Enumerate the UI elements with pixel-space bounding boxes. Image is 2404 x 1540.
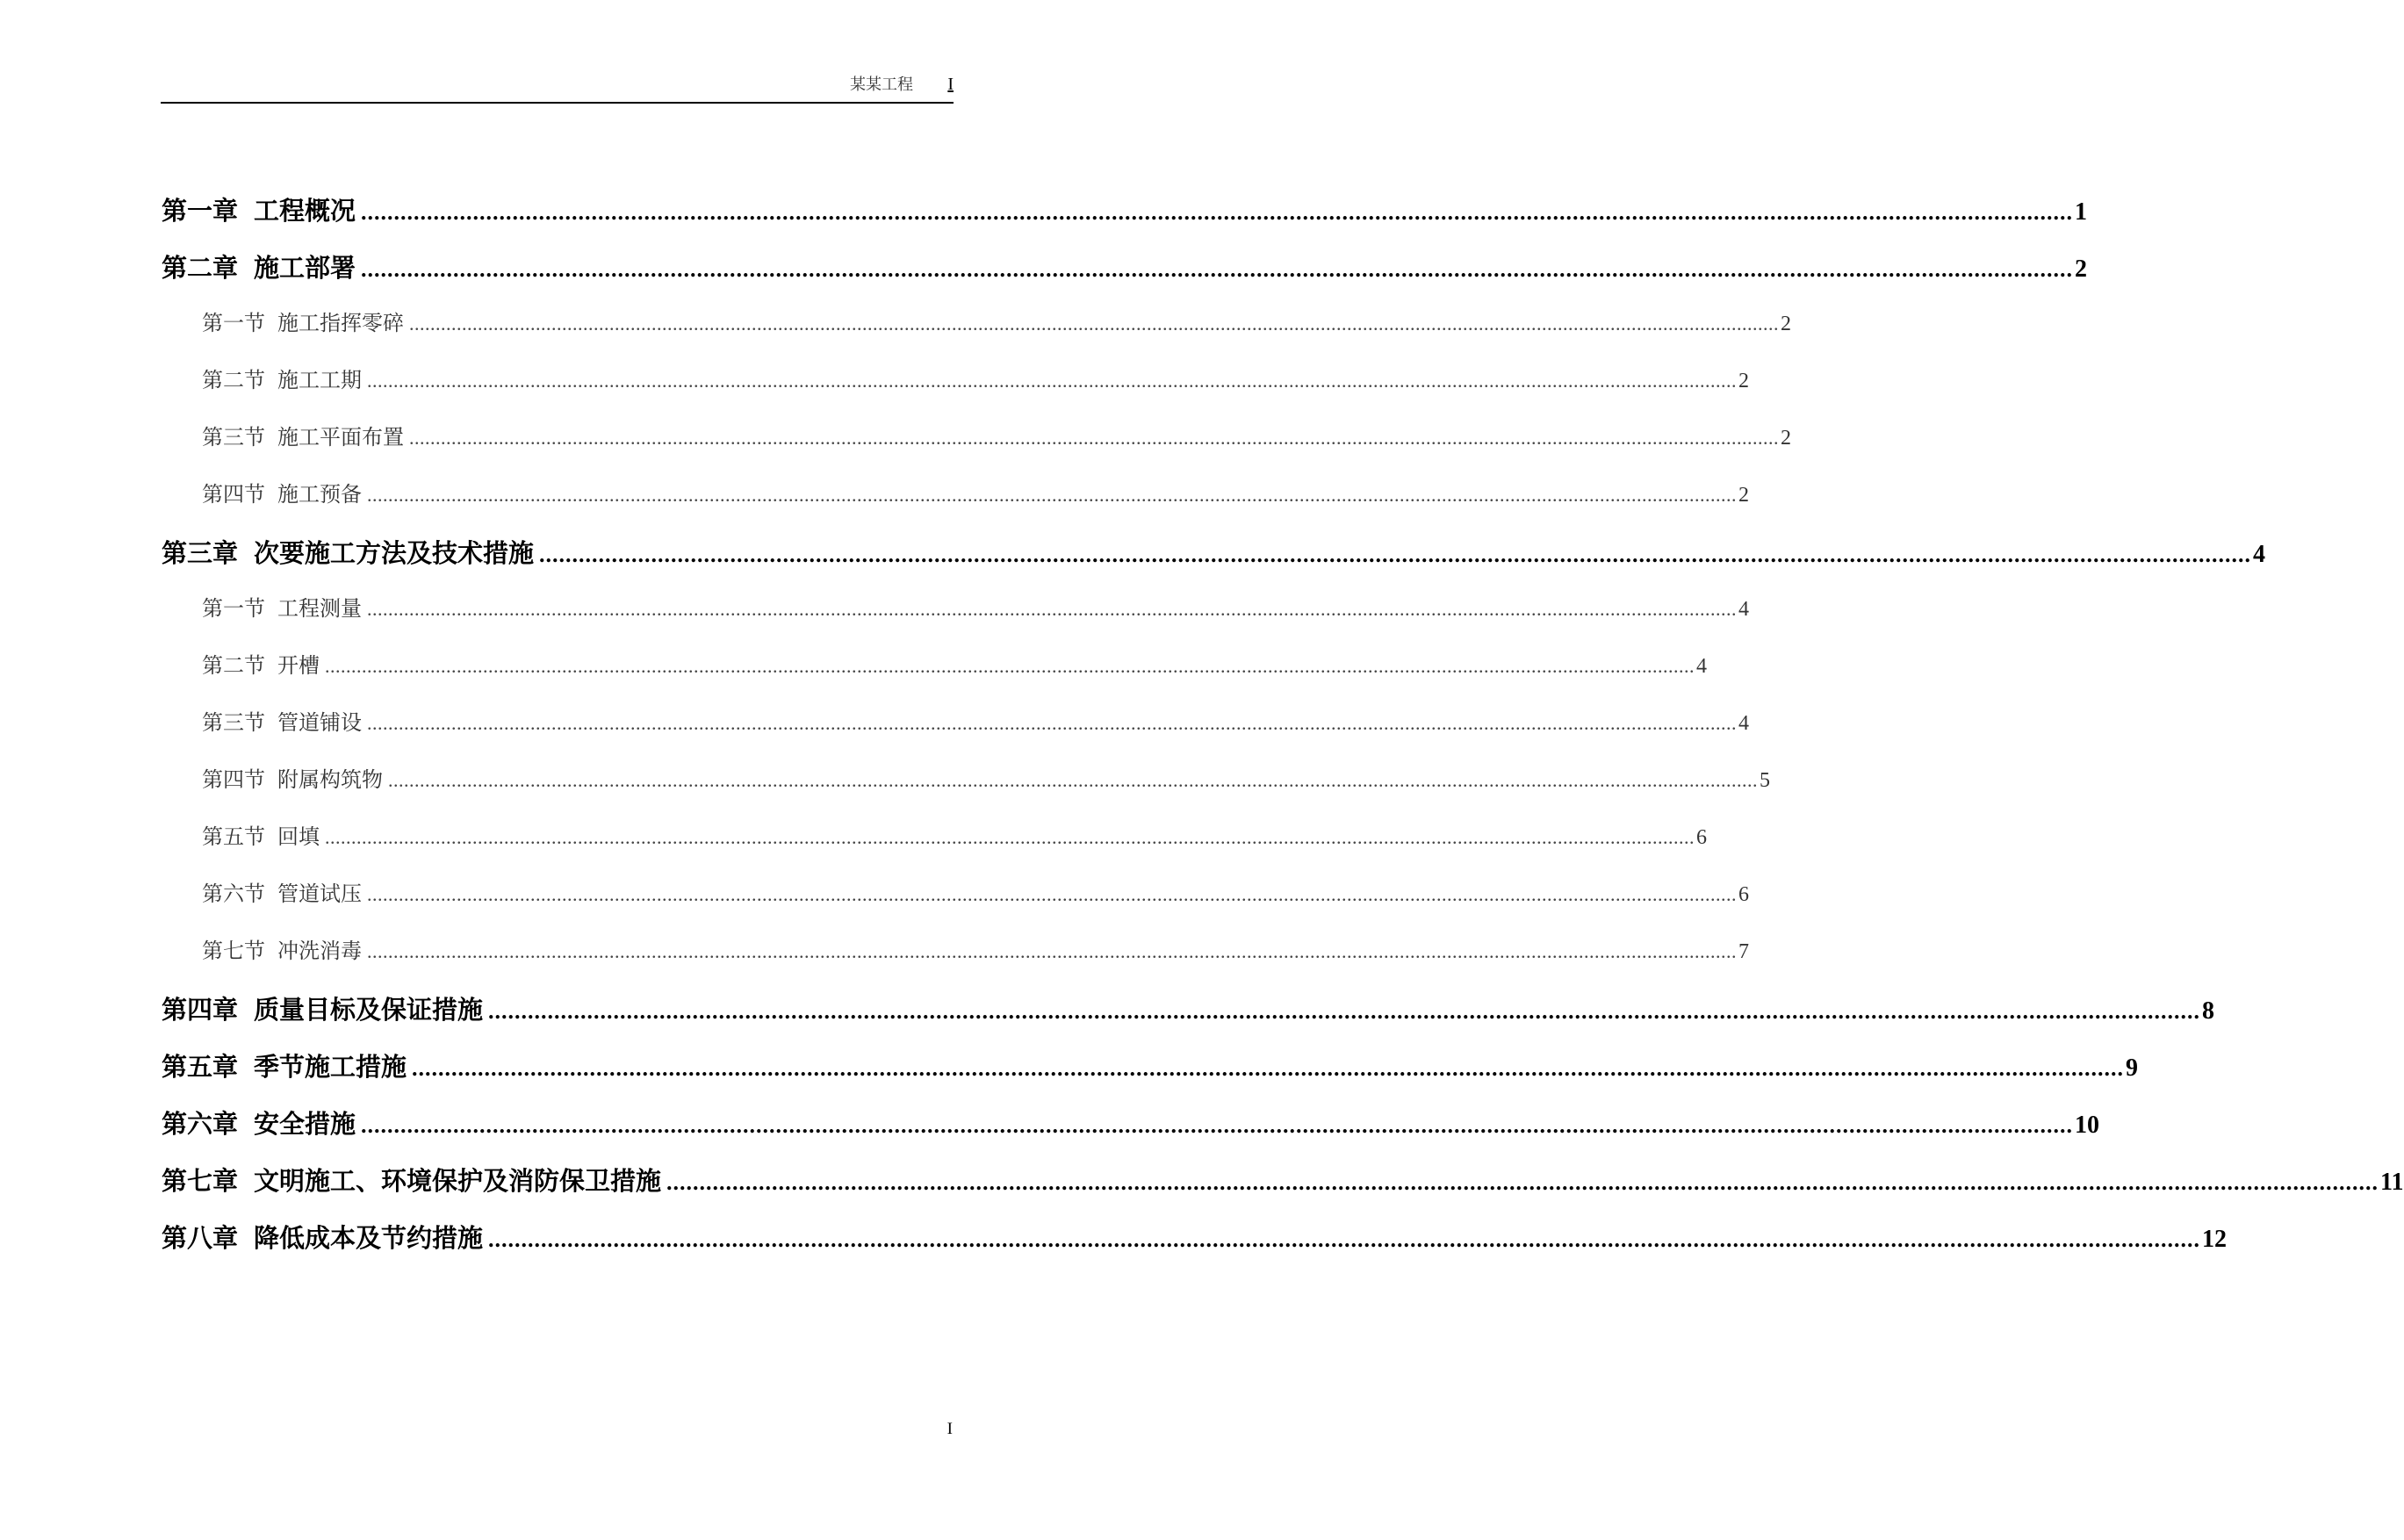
toc-entry-number: 第二章 [162, 253, 239, 283]
toc-entry-page-number: 6 [1696, 826, 1707, 849]
toc-entry-page-number: 2 [1738, 484, 1749, 507]
toc-section-entry[interactable] [162, 648, 1707, 705]
toc-entry-label [202, 933, 362, 964]
toc-entry-number: 第七章 [162, 1166, 239, 1196]
toc-entry-label [202, 306, 404, 336]
toc-section-entry[interactable] [162, 933, 1749, 990]
toc-entry-number: 第四节 [202, 482, 265, 507]
toc-entry-page-number: 2 [1738, 370, 1749, 392]
toc-chapter-entry[interactable] [162, 1105, 2100, 1162]
toc-entry-page-number: 4 [1738, 712, 1749, 735]
toc-entry-page-number: 5 [1760, 769, 1770, 792]
header-page-number: I [947, 75, 954, 94]
toc-entry-title: 文明施工、环境保护及消防保卫措施 [254, 1166, 662, 1196]
toc-entry-label [202, 705, 362, 736]
toc-section-entry[interactable] [162, 420, 1791, 477]
toc-entry-label [202, 876, 362, 907]
toc-dot-leader: .................................................................................................................................................................................................................................................................... [367, 883, 1737, 905]
toc-dot-leader: .................................................................................................................................................................................................................................................................... [367, 712, 1737, 734]
toc-dot-leader: .................................................................................................................................................................................................................................................................... [361, 256, 2074, 282]
toc-entry-page-number: 7 [1738, 940, 1749, 963]
toc-dot-leader: .................................................................................................................................................................................................................................................................... [367, 484, 1737, 506]
toc-entry-page-number: 6 [1738, 883, 1749, 906]
toc-dot-leader: .................................................................................................................................................................................................................................................................... [367, 940, 1737, 962]
toc-dot-leader: .................................................................................................................................................................................................................................................................... [488, 998, 2201, 1024]
toc-entry-label [202, 648, 320, 679]
toc-dot-leader: .................................................................................................................................................................................................................................................................... [488, 1227, 2201, 1252]
table-of-contents [162, 191, 2404, 1276]
header-title: 某某工程 [850, 76, 913, 94]
toc-entry-label [202, 420, 404, 450]
toc-entry-number: 第二节 [202, 368, 265, 392]
toc-entry-page-number: 10 [2075, 1112, 2100, 1139]
toc-dot-leader: .................................................................................................................................................................................................................................................................... [325, 826, 1695, 848]
toc-entry-page-number: 2 [1781, 427, 1791, 450]
toc-entry-title: 工程测量 [277, 596, 362, 621]
toc-entry-label [162, 1105, 356, 1141]
toc-chapter-entry[interactable] [162, 534, 2266, 591]
toc-entry-label [162, 1219, 483, 1255]
toc-dot-leader: .................................................................................................................................................................................................................................................................... [361, 199, 2074, 225]
toc-entry-title: 管道试压 [277, 882, 362, 906]
toc-entry-title: 质量目标及保证措施 [254, 995, 484, 1025]
toc-dot-leader: .................................................................................................................................................................................................................................................................... [388, 769, 1758, 791]
toc-entry-page-number: 9 [2126, 1054, 2139, 1082]
toc-entry-label [202, 363, 362, 393]
toc-section-entry[interactable] [162, 819, 1707, 876]
toc-dot-leader: .................................................................................................................................................................................................................................................................... [361, 1112, 2074, 1138]
toc-entry-title: 施工工期 [277, 368, 362, 392]
toc-section-entry[interactable] [162, 306, 1791, 363]
toc-dot-leader: .................................................................................................................................................................................................................................................................... [539, 542, 2252, 567]
toc-chapter-entry[interactable] [162, 1162, 2404, 1219]
toc-entry-label [202, 591, 362, 622]
toc-section-entry[interactable] [162, 591, 1749, 648]
toc-entry-title: 降低成本及节约措施 [254, 1223, 484, 1253]
toc-entry-label [162, 534, 534, 570]
toc-entry-title: 季节施工措施 [254, 1052, 407, 1082]
toc-entry-number: 第四章 [162, 995, 239, 1025]
toc-entry-number: 第三节 [202, 425, 265, 450]
toc-section-entry[interactable] [162, 876, 1749, 933]
toc-entry-title: 回填 [277, 824, 320, 849]
toc-dot-leader: .................................................................................................................................................................................................................................................................... [409, 427, 1779, 449]
toc-entry-number: 第一章 [162, 196, 239, 226]
toc-entry-number: 第五章 [162, 1052, 239, 1082]
toc-entry-page-number: 12 [2202, 1226, 2228, 1253]
toc-entry-page-number: 4 [1738, 598, 1749, 621]
toc-section-entry[interactable] [162, 363, 1749, 420]
toc-entry-title: 安全措施 [254, 1109, 356, 1139]
toc-chapter-entry[interactable] [162, 191, 2088, 248]
toc-entry-title: 冲洗消毒 [277, 939, 362, 963]
toc-entry-number: 第五节 [202, 824, 265, 849]
toc-section-entry[interactable] [162, 477, 1749, 534]
toc-entry-title: 施工平面布置 [277, 425, 404, 450]
toc-entry-title: 次要施工方法及技术措施 [254, 538, 535, 568]
toc-chapter-entry[interactable] [162, 1047, 2139, 1105]
toc-entry-title: 开槽 [277, 653, 320, 678]
toc-dot-leader: .................................................................................................................................................................................................................................................................... [367, 598, 1737, 620]
toc-entry-page-number: 4 [1696, 655, 1707, 678]
toc-entry-label [162, 1162, 661, 1198]
toc-entry-page-number: 11 [2380, 1169, 2404, 1196]
toc-entry-title: 工程概况 [254, 196, 356, 226]
toc-dot-leader: .................................................................................................................................................................................................................................................................... [412, 1055, 2125, 1081]
toc-entry-label [162, 1047, 407, 1083]
toc-dot-leader: .................................................................................................................................................................................................................................................................... [666, 1169, 2379, 1195]
toc-entry-number: 第六节 [202, 882, 265, 906]
toc-dot-leader: .................................................................................................................................................................................................................................................................... [409, 313, 1779, 335]
toc-entry-page-number: 1 [2075, 198, 2088, 226]
toc-entry-number: 第四节 [202, 767, 265, 792]
toc-entry-number: 第七节 [202, 939, 265, 963]
toc-entry-number: 第一节 [202, 596, 265, 621]
toc-entry-number: 第六章 [162, 1109, 239, 1139]
toc-entry-number: 第二节 [202, 653, 265, 678]
toc-section-entry[interactable] [162, 705, 1749, 762]
toc-entry-label [202, 762, 383, 793]
toc-entry-number: 第一节 [202, 311, 265, 335]
toc-entry-title: 施工指挥零碎 [277, 311, 404, 335]
toc-entry-page-number: 2 [1781, 313, 1791, 335]
toc-entry-number: 第八章 [162, 1223, 239, 1253]
toc-entry-number: 第三章 [162, 538, 239, 568]
toc-entry-label [162, 248, 356, 284]
toc-entry-page-number: 8 [2202, 997, 2215, 1025]
toc-entry-title: 施工部署 [254, 253, 356, 283]
toc-entry-title: 施工预备 [277, 482, 362, 507]
toc-entry-label [162, 191, 356, 227]
toc-dot-leader: .................................................................................................................................................................................................................................................................... [367, 370, 1737, 392]
toc-entry-label [162, 990, 483, 1026]
toc-entry-page-number: 2 [2075, 255, 2088, 283]
toc-entry-label [202, 819, 320, 850]
toc-entry-title: 管道铺设 [277, 710, 362, 735]
footer-page-number: I [946, 1420, 953, 1438]
toc-entry-title: 附属构筑物 [277, 767, 383, 792]
page-header [161, 76, 954, 104]
toc-chapter-entry[interactable] [162, 990, 2215, 1047]
toc-entry-page-number: 4 [2253, 541, 2266, 568]
toc-entry-number: 第三节 [202, 710, 265, 735]
toc-chapter-entry[interactable] [162, 248, 2088, 306]
toc-section-entry[interactable] [162, 762, 1770, 819]
toc-chapter-entry[interactable] [162, 1219, 2228, 1276]
toc-entry-label [202, 477, 362, 507]
toc-dot-leader: .................................................................................................................................................................................................................................................................... [325, 655, 1695, 677]
